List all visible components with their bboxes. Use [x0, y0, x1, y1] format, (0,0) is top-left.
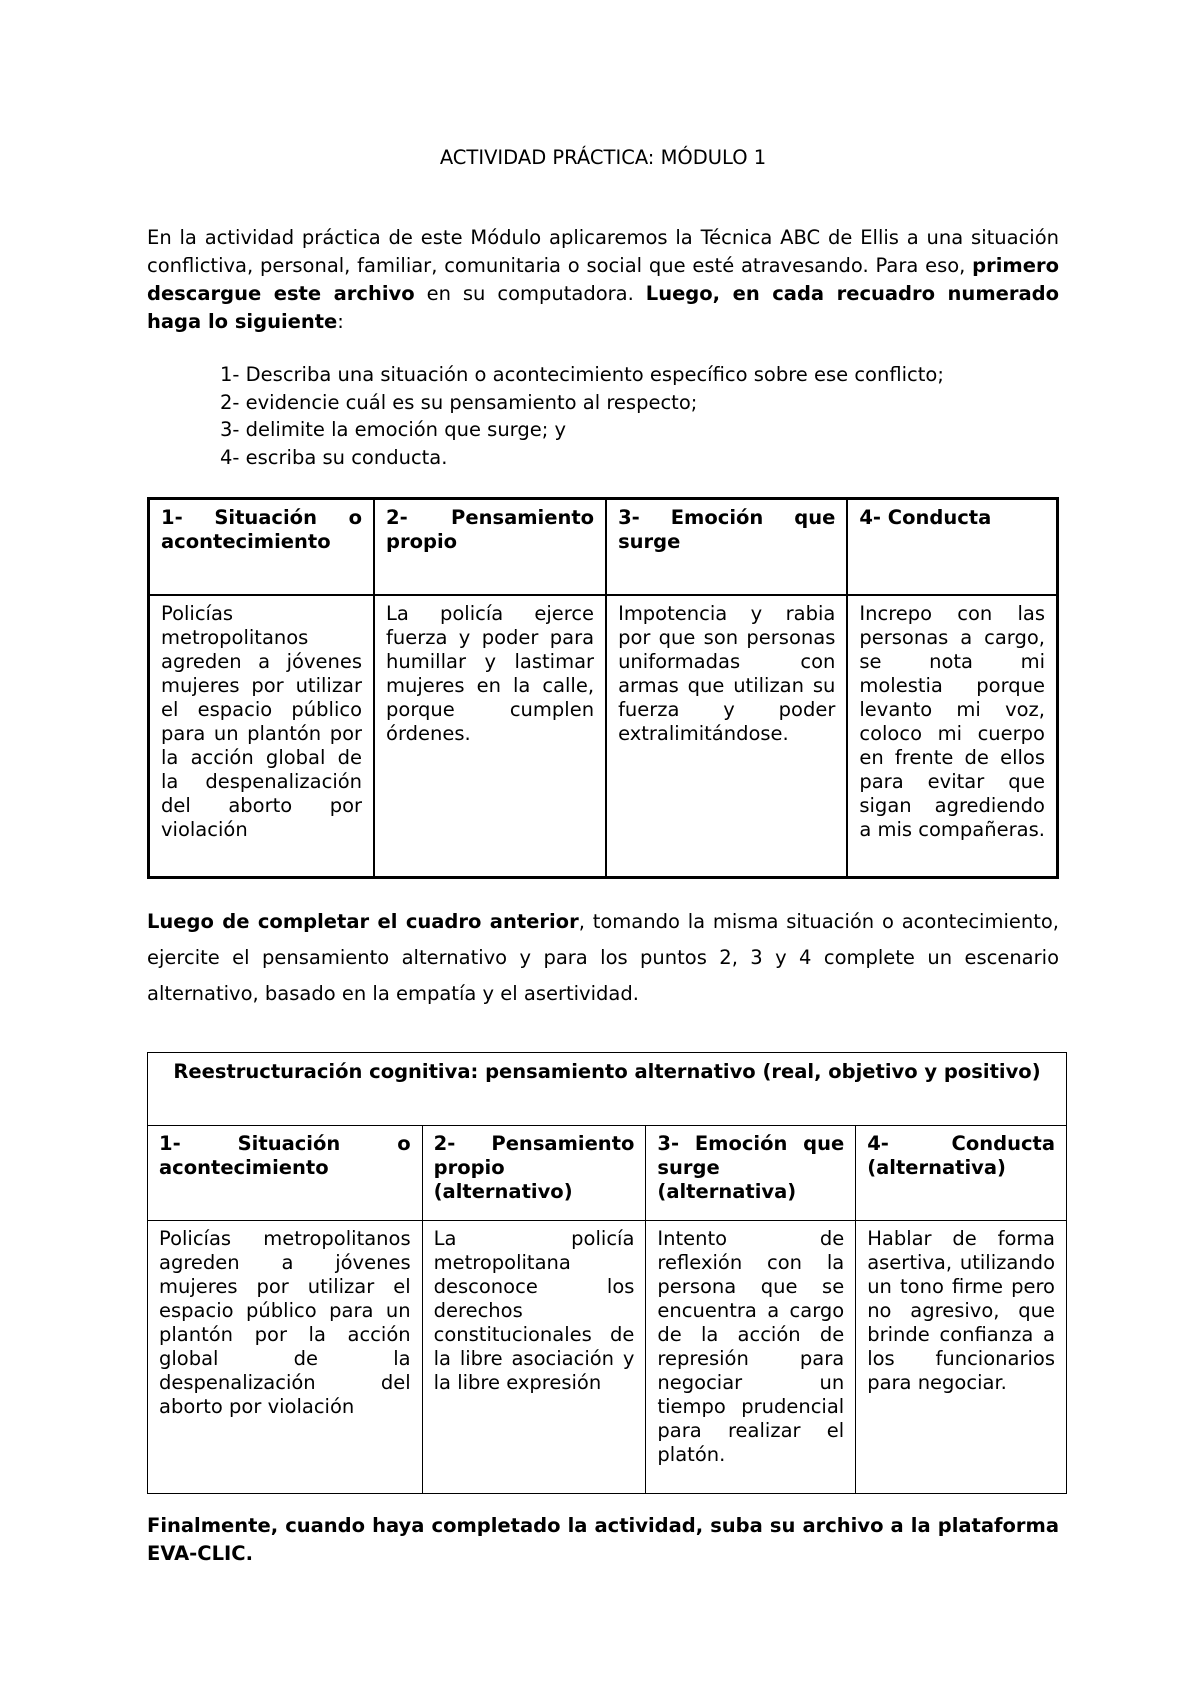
- header-situacion: 1- Situación o acontecimiento: [149, 499, 375, 596]
- steps-list: [220, 361, 944, 471]
- table-header-row: [148, 1126, 1067, 1221]
- cell-emocion-alt[interactable]: Intento de reflexión con la persona que se encuentra a cargo de la acción de represión para negociar un tiempo prudencial para realizar el platón.: [646, 1221, 856, 1494]
- document-title: ACTIVIDAD PRÁCTICA: MÓDULO 1: [439, 146, 767, 169]
- cell-conducta-alt[interactable]: Hablar de forma asertiva, utilizando un tono firme pero no agresivo, que brinde confianza a los funcionarios para negociar.: [856, 1221, 1067, 1494]
- cell-conducta[interactable]: Increpo con las personas a cargo, se nota mi molestia porque levanto mi voz, coloco mi cuerpo en frente de ellos para evitar que sigan agrediendo a mis compañeras.: [847, 595, 1057, 878]
- table-row: [149, 595, 1058, 878]
- cell-emocion[interactable]: Impotencia y rabia por que son personas uniformadas con armas que utilizan su fuerza y poder extralimitándose.: [606, 595, 847, 878]
- step-item: 4- escriba su conducta.: [220, 445, 448, 469]
- header-conducta-alt: 4- Conducta (alternativa): [856, 1126, 1067, 1221]
- table-caption-row: [148, 1053, 1067, 1126]
- header-pensamiento: 2- Pensamiento propio: [374, 499, 606, 596]
- cell-situacion-alt[interactable]: Policías metropolitanos agreden a jóvenes mujeres por utilizar el espacio público para un plantón por la acción global de la despenalización del aborto por violación: [148, 1221, 423, 1494]
- header-emocion: 3- Emoción que surge: [606, 499, 847, 596]
- intro-bold-1: primero descargue este archivo: [147, 254, 1059, 305]
- final-instruction: Finalmente, cuando haya completado la actividad, suba su archivo a la plataforma EVA-CLIC.: [147, 1514, 1059, 1565]
- table-header-row: [149, 499, 1058, 596]
- after-text: , tomando la misma situación o acontecimiento, ejercite el pensamiento alternativo y para los puntos 2, 3 y 4 complete un escenario alternativo, basado en la empatía y el asertividad.: [147, 910, 1060, 1005]
- step-item: 2- evidencie cuál es su pensamiento al respecto;: [220, 390, 698, 414]
- header-conducta: 4- Conducta: [847, 499, 1057, 596]
- cell-pensamiento[interactable]: La policía ejerce fuerza y poder para humillar y lastimar mujeres en la calle, porque cumplen órdenes.: [374, 595, 606, 878]
- header-pensamiento-alt: 2- Pensamiento propio (alternativo): [422, 1126, 646, 1221]
- cell-situacion[interactable]: Policías metropolitanos agreden a jóvenes mujeres por utilizar el espacio público para un plantón por la acción global de la despenalización del aborto por violación: [149, 595, 375, 878]
- step-item: 1- Describa una situación o acontecimiento específico sobre ese conflicto;: [220, 363, 944, 386]
- step-item: 3- delimite la emoción que surge; y: [220, 418, 567, 441]
- table-row: [148, 1221, 1067, 1494]
- abc-table: [147, 497, 1059, 879]
- intro-text-3: :: [337, 310, 344, 333]
- header-situacion-alt: 1- Situación o acontecimiento: [148, 1126, 423, 1221]
- intro-paragraph: [147, 224, 1059, 336]
- after-paragraph: [147, 904, 1059, 1012]
- intro-bold-2: Luego, en cada recuadro numerado haga lo siguiente: [147, 282, 1059, 333]
- intro-text-1: En la actividad práctica de este Módulo aplicaremos la Técnica ABC de Ellis a una situación conflictiva, personal, familiar, comunitaria o social que esté atravesando. Para eso,: [147, 226, 1059, 277]
- after-bold: Luego de completar el cuadro anterior: [147, 910, 579, 933]
- intro-text-2: en su computadora.: [414, 282, 646, 305]
- cell-pensamiento-alt[interactable]: La policía metropolitana desconoce los derechos constitucionales de la libre asociación y la libre expresión: [422, 1221, 646, 1494]
- alternative-table: [147, 1052, 1067, 1494]
- header-emocion-alt: 3- Emoción que surge (alternativa): [646, 1126, 856, 1221]
- alternative-table-caption: Reestructuración cognitiva: pensamiento alternativo (real, objetivo y positivo): [148, 1053, 1067, 1126]
